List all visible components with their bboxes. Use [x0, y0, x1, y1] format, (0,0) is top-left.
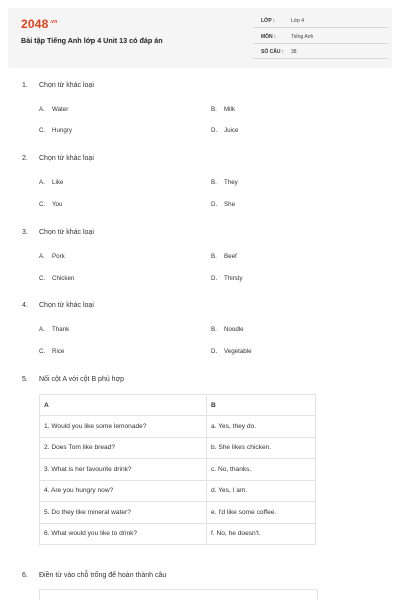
question-text: Chọn từ khác loại: [39, 82, 94, 89]
option-letter: A.: [39, 253, 45, 260]
table-row: [40, 523, 316, 545]
option-text: She: [224, 201, 236, 208]
option-text: Thirsty: [224, 275, 243, 282]
logo-tld: .vn: [49, 19, 58, 25]
column-b-cell: b. She likes chicken.: [207, 437, 316, 459]
column-a-cell: 2. Does Tom like bread?: [40, 437, 207, 459]
option-text: Juice: [224, 127, 239, 134]
column-b-cell: d. Yes, I am.: [207, 480, 316, 502]
question-text: Chọn từ khác loại: [39, 229, 94, 236]
option-letter: D.: [211, 275, 218, 282]
option-text: Vegetable: [224, 348, 252, 355]
option-letter: A.: [39, 326, 45, 333]
option-letter: B.: [211, 253, 217, 260]
meta-row-count: [253, 46, 388, 59]
question-3-option-d[interactable]: [211, 275, 243, 282]
matching-table: [39, 394, 316, 545]
question-4-title: [22, 302, 94, 309]
document-title: Bài tập Tiếng Anh lớp 4 Unit 13 có đáp án: [21, 36, 163, 45]
meta-row-subject: [253, 31, 388, 44]
option-text: You: [52, 201, 63, 208]
question-2-title: [22, 155, 94, 162]
option-text: Chicken: [52, 275, 75, 282]
question-2-option-d[interactable]: [211, 201, 235, 208]
question-1-title: [22, 82, 94, 89]
option-letter: A.: [39, 106, 45, 113]
option-text: Beef: [224, 253, 237, 260]
question-3-title: [22, 229, 94, 236]
meta-value: Lớp 4: [291, 18, 305, 24]
table-row: [40, 459, 316, 481]
option-text: Rice: [52, 348, 65, 355]
question-2-option-c[interactable]: [39, 201, 62, 208]
site-logo[interactable]: [21, 17, 57, 31]
table-row: [40, 502, 316, 524]
question-3-option-c[interactable]: [39, 275, 74, 282]
question-1-option-b[interactable]: [211, 106, 235, 113]
option-letter: B.: [211, 326, 217, 333]
option-text: Hungry: [52, 127, 72, 134]
meta-row-grade: [253, 15, 388, 28]
question-3-option-a[interactable]: [39, 253, 65, 260]
column-b-cell: c. No, thanks.: [207, 459, 316, 481]
fill-in-table: [39, 589, 318, 600]
question-number: 4.: [22, 302, 28, 309]
logo-text: 2048: [21, 17, 49, 31]
option-letter: D.: [211, 201, 218, 208]
question-6-title: [22, 572, 166, 579]
question-1-option-a[interactable]: [39, 106, 68, 113]
column-a-cell: 5. Do they like mineral water?: [40, 502, 207, 524]
option-letter: D.: [211, 348, 218, 355]
option-letter: C.: [39, 201, 46, 208]
question-1-option-d[interactable]: [211, 127, 238, 134]
question-4-option-d[interactable]: [211, 348, 252, 355]
option-letter: C.: [39, 348, 46, 355]
question-4-option-c[interactable]: [39, 348, 64, 355]
question-5-title: [22, 376, 124, 383]
column-a-header: A: [40, 395, 207, 416]
option-letter: D.: [211, 127, 218, 134]
column-b-cell: f. No, he doesn't.: [207, 523, 316, 545]
option-text: Milk: [224, 106, 235, 113]
meta-value: Tiếng Anh: [291, 34, 314, 40]
question-text: Điền từ vào chỗ trống để hoàn thành câu: [39, 572, 167, 579]
option-letter: C.: [39, 275, 46, 282]
option-text: Water: [52, 106, 69, 113]
meta-value: 38: [291, 49, 297, 55]
option-text: They: [224, 179, 238, 186]
question-number: 1.: [22, 82, 28, 89]
table-header-row: [40, 395, 316, 416]
question-number: 5.: [22, 376, 28, 383]
question-4-option-b[interactable]: [211, 326, 244, 333]
question-text: Chọn từ khác loại: [39, 302, 94, 309]
column-b-cell: a. Yes, they do.: [207, 416, 316, 438]
meta-label: MÔN :: [261, 34, 276, 40]
document-header: [8, 8, 392, 68]
question-1-option-c[interactable]: [39, 127, 72, 134]
question-2-option-a[interactable]: [39, 179, 63, 186]
option-letter: A.: [39, 179, 45, 186]
option-letter: C.: [39, 127, 46, 134]
column-a-cell: 3. What is her favourite drink?: [40, 459, 207, 481]
column-a-cell: 4. Are you hungry now?: [40, 480, 207, 502]
option-text: Pork: [52, 253, 65, 260]
column-a-cell: 6. What would you like to drink?: [40, 523, 207, 545]
meta-label: LỚP :: [261, 18, 275, 24]
table-row: [40, 480, 316, 502]
question-number: 3.: [22, 229, 28, 236]
table-row: [40, 416, 316, 438]
question-text: Nối cột A với cột B phù hợp: [39, 376, 125, 383]
question-text: Chọn từ khác loại: [39, 155, 94, 162]
question-3-option-b[interactable]: [211, 253, 237, 260]
option-letter: B.: [211, 179, 217, 186]
column-b-cell: e. I'd like some coffee.: [207, 502, 316, 524]
option-text: Noodle: [224, 326, 244, 333]
question-2-option-b[interactable]: [211, 179, 238, 186]
column-a-cell: 1. Would you like some lemonade?: [40, 416, 207, 438]
option-text: Like: [52, 179, 64, 186]
option-text: Thank: [52, 326, 70, 333]
question-number: 2.: [22, 155, 28, 162]
table-row: [40, 437, 316, 459]
meta-label: SỐ CÂU :: [261, 49, 284, 55]
column-b-header: B: [207, 395, 316, 416]
option-letter: B.: [211, 106, 217, 113]
question-number: 6.: [22, 572, 28, 579]
question-4-option-a[interactable]: [39, 326, 69, 333]
